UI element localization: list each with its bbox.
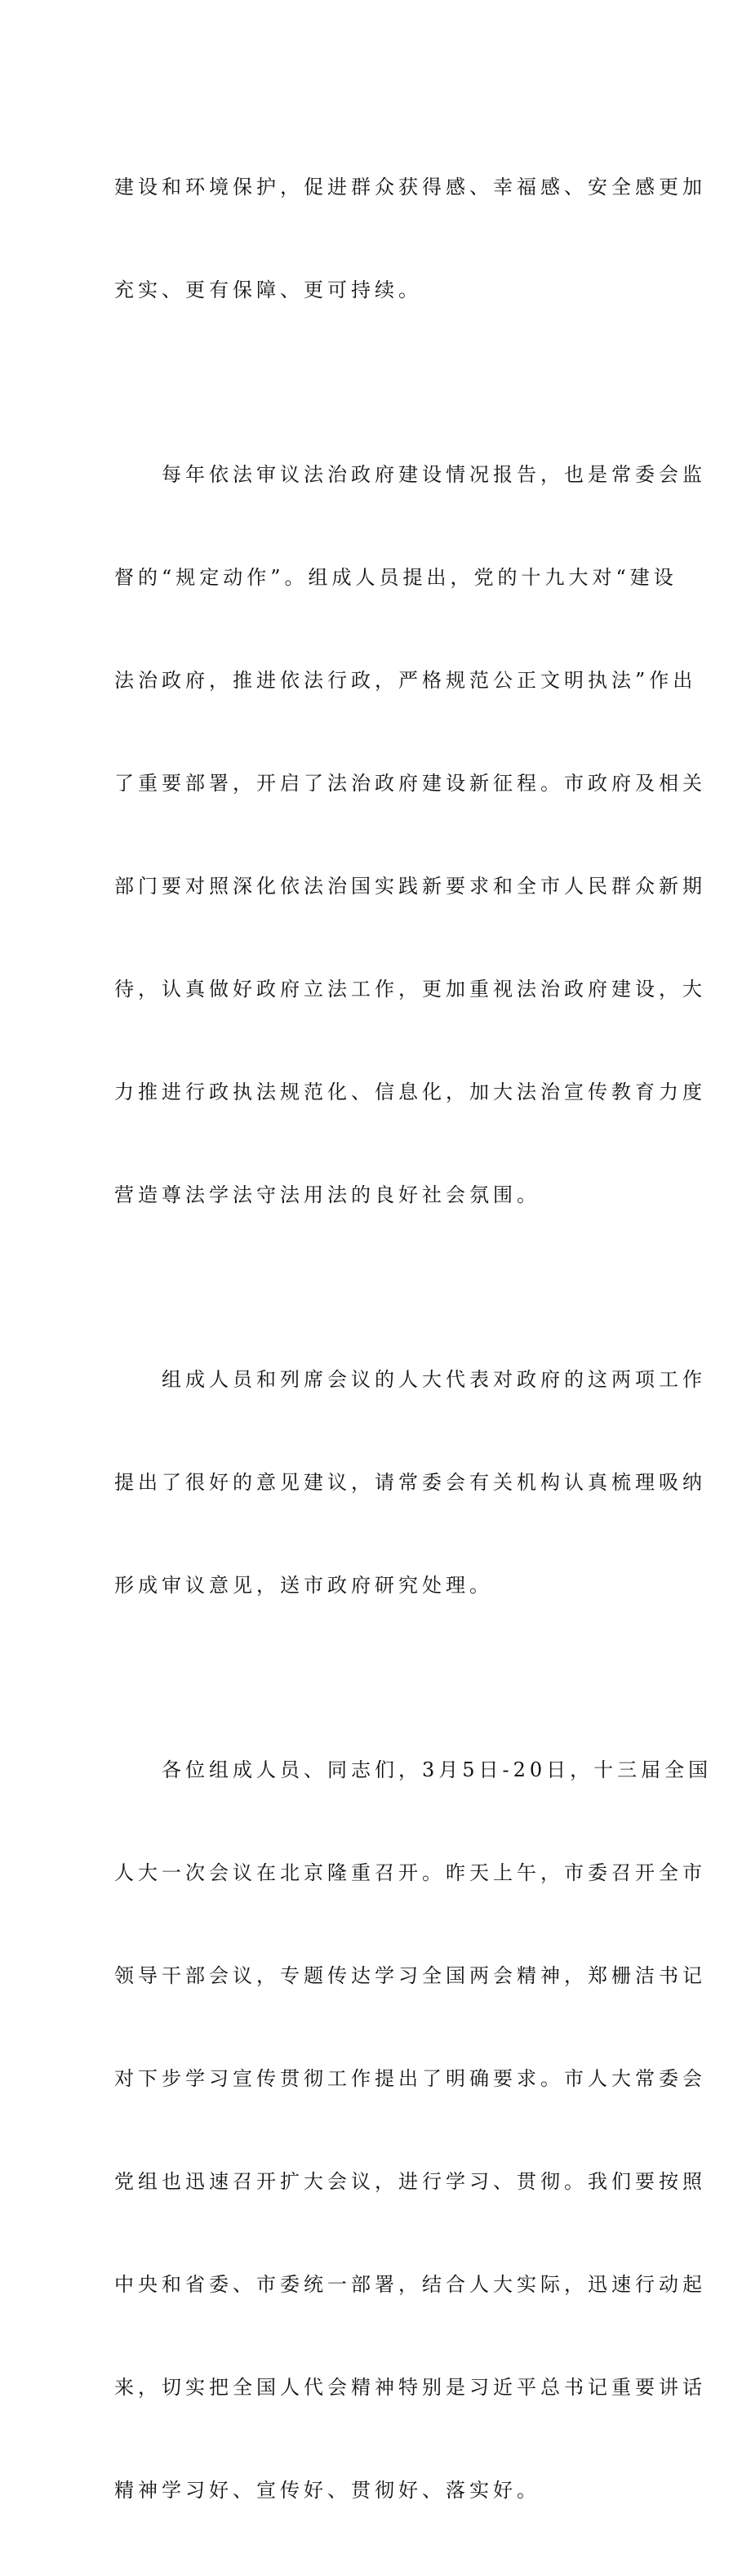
text-line: 形成审议意见，送市政府研究处理。 — [114, 1574, 493, 1597]
paragraph-3 — [114, 1294, 706, 1671]
text-line: 充实、更有保障、更可持续。 — [114, 279, 422, 301]
text-line: 精神学习好、宣传好、贯彻好、落实好。 — [114, 2479, 540, 2502]
text-line: 提出了很好的意见建议，请常委会有关机构认真梳理吸纳 — [114, 1471, 706, 1494]
text-line: 待，认真做好政府立法工作，更加重视法治政府建设，大 — [114, 978, 706, 1001]
text-line: 来，切实把全国人代会精神特别是习近平总书记重要讲话 — [114, 2376, 706, 2399]
text-line: 法治政府，推进依法行政，严格规范公正文明执法”作出 — [114, 669, 697, 692]
text-line: 每年依法审议法治政府建设情况报告，也是常委会监 — [114, 463, 706, 486]
paragraph-1 — [114, 101, 706, 376]
document-body — [114, 101, 713, 2576]
text-line: 人大一次会议在北京隆重召开。昨天上午，市委召开全市 — [114, 1861, 706, 1884]
text-line: 部门要对照深化依法治国实践新要求和全市人民群众新期 — [114, 875, 706, 898]
text-line: 中央和省委、市委统一部署，结合人大实际，迅速行动起 — [114, 2273, 706, 2296]
text-line: 力推进行政执法规范化、信息化，加大法治宣传教育力度 — [114, 1081, 706, 1103]
paragraph-2 — [114, 389, 706, 1281]
text-line: 对下步学习宣传贯彻工作提出了明确要求。市人大常委会 — [114, 2067, 706, 2090]
paragraph-4 — [114, 1684, 713, 2576]
text-line: 各位组成人员、同志们，3月5日-20日，十三届全国 — [114, 1758, 713, 1781]
text-line: 了重要部署，开启了法治政府建设新征程。市政府及相关 — [114, 772, 706, 795]
text-line: 营造尊法学法守法用法的良好社会氛围。 — [114, 1183, 540, 1206]
text-line: 建设和环境保护，促进群众获得感、幸福感、安全感更加 — [114, 176, 706, 198]
text-line: 督的“规定动作”。组成人员提出，党的十九大对“建设 — [114, 566, 678, 589]
text-line: 党组也迅速召开扩大会议，进行学习、贯彻。我们要按照 — [114, 2170, 706, 2193]
text-line: 领导干部会议，专题传达学习全国两会精神，郑栅洁书记 — [114, 1964, 706, 1987]
text-line: 组成人员和列席会议的人大代表对政府的这两项工作 — [114, 1368, 706, 1391]
